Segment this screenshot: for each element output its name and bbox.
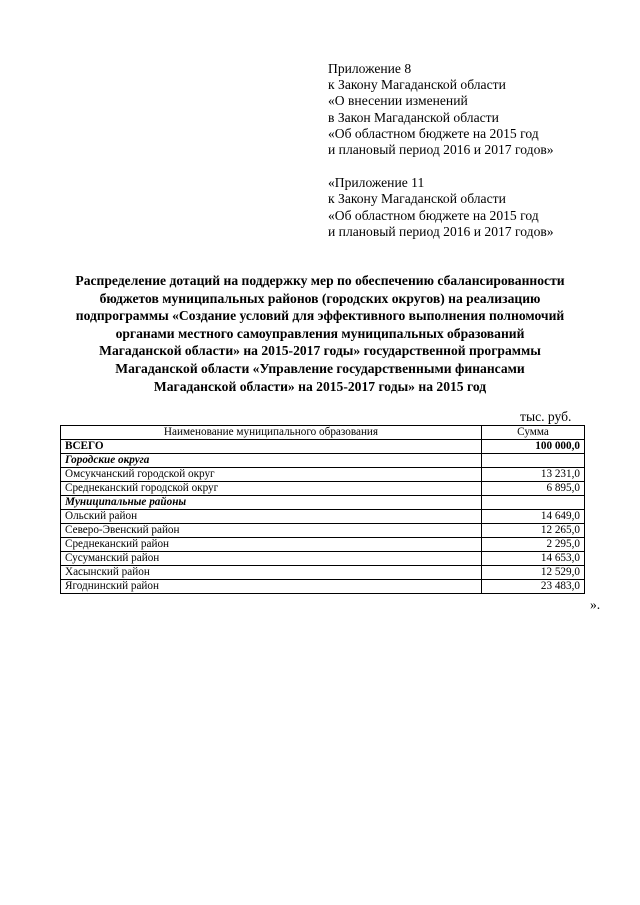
appendix-header	[328, 61, 628, 240]
municipality-sum: 2 295,0	[482, 538, 585, 552]
municipality-sum: 12 265,0	[482, 524, 585, 538]
subsidy-table	[60, 425, 585, 594]
title-line: Магаданской области» на 2015-2017 годы» на 2015 год	[153, 378, 487, 394]
title-line: Распределение дотаций на поддержку мер по обеспечению сбалансированности	[75, 273, 565, 288]
table-row	[61, 538, 585, 552]
table-row	[61, 468, 585, 482]
spacer	[328, 158, 628, 175]
municipality-name: Сусуманский район	[61, 552, 482, 566]
quoted-appendix-line: «Об областном бюджете на 2015 год	[328, 207, 539, 223]
table-row	[61, 482, 585, 496]
group-label: Муниципальные районы	[61, 496, 482, 510]
table-row	[61, 510, 585, 524]
document-title	[40, 272, 600, 395]
municipality-name: Северо-Эвенский район	[61, 524, 482, 538]
municipality-sum: 23 483,0	[482, 580, 585, 594]
column-header-sum: Сумма	[482, 426, 585, 440]
municipality-name: Среднеканский район	[61, 538, 482, 552]
group-sum-empty	[482, 496, 585, 510]
appendix-line: и плановый период 2016 и 2017 годов»	[328, 142, 554, 158]
title-line: подпрограммы «Создание условий для эффективного выполнения полномочий	[75, 308, 565, 324]
municipality-sum: 12 529,0	[482, 566, 585, 580]
municipality-name: Среднеканский городской округ	[61, 482, 482, 496]
appendix-line: «Об областном бюджете на 2015 год	[328, 125, 539, 141]
appendix-line: к Закону Магаданской области	[328, 77, 506, 93]
appendix-line: в Закон Магаданской области	[328, 109, 499, 125]
closing-quote-mark: ».	[590, 597, 601, 612]
group-label: Городские округа	[61, 454, 482, 468]
municipality-name: Ягоднинский район	[61, 580, 482, 594]
table-row	[61, 552, 585, 566]
table-row	[61, 524, 585, 538]
group-row-city-districts	[61, 454, 585, 468]
total-row	[61, 440, 585, 454]
municipality-sum: 13 231,0	[482, 468, 585, 482]
total-label: ВСЕГО	[61, 440, 482, 454]
table-row	[61, 580, 585, 594]
municipality-name: Омсукчанский городской округ	[61, 468, 482, 482]
quoted-appendix-line: «Приложение 11	[328, 175, 425, 191]
municipality-name: Хасынский район	[61, 566, 482, 580]
title-line: бюджетов муниципальных районов (городских округов) на реализацию	[99, 290, 541, 306]
title-line: Магаданской области «Управление государственными финансами	[115, 360, 525, 376]
quoted-appendix-line: и плановый период 2016 и 2017 годов»	[328, 223, 554, 239]
municipality-sum: 6 895,0	[482, 482, 585, 496]
municipality-name: Ольский район	[61, 510, 482, 524]
appendix-line: «О внесении изменений	[328, 93, 468, 109]
title-line: органами местного самоуправления муниципальных образований	[115, 325, 525, 341]
appendix-line: Приложение 8	[328, 61, 412, 76]
municipality-sum: 14 649,0	[482, 510, 585, 524]
column-header-name: Наименование муниципального образования	[61, 426, 482, 440]
group-row-municipal-districts	[61, 496, 585, 510]
units-label: тыс. руб.	[520, 409, 572, 424]
municipality-sum: 14 653,0	[482, 552, 585, 566]
quoted-appendix-line: к Закону Магаданской области	[328, 191, 506, 207]
group-sum-empty	[482, 454, 585, 468]
title-line: Магаданской области» на 2015-2017 годы» государственной программы	[99, 343, 541, 359]
table-row	[61, 566, 585, 580]
total-sum: 100 000,0	[482, 440, 585, 454]
table-header-row	[61, 426, 585, 440]
